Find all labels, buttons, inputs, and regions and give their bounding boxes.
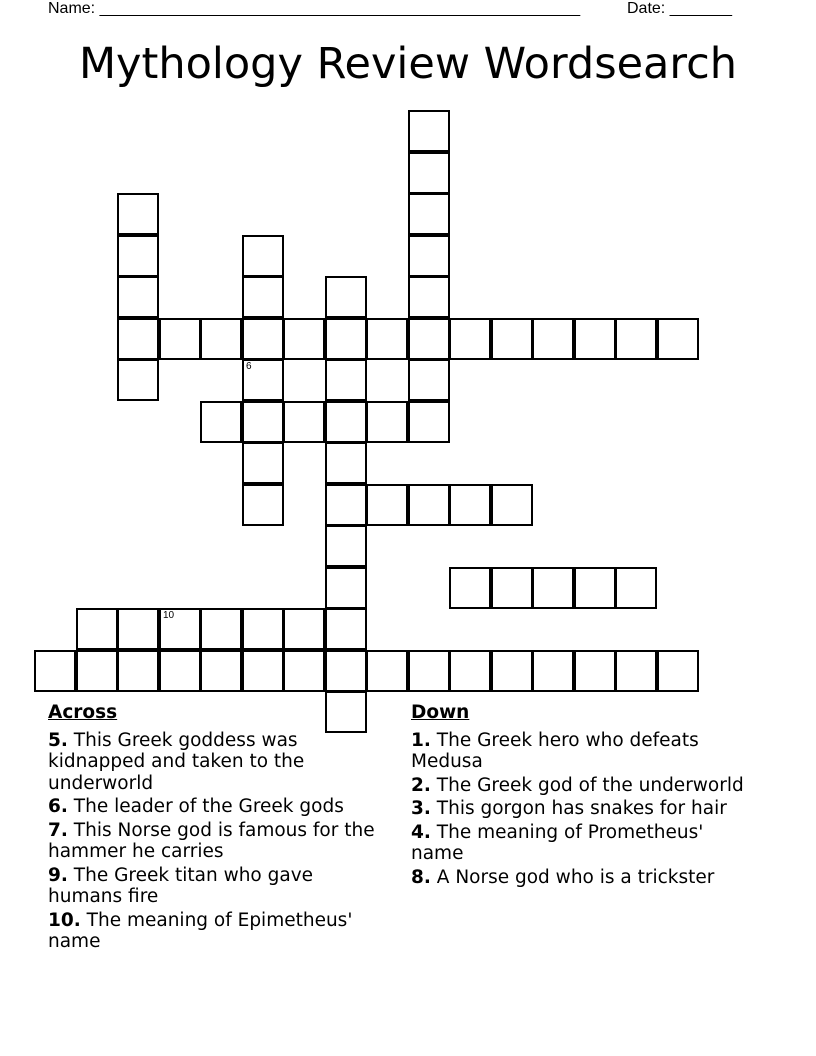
page-title: Mythology Review Wordsearch <box>78 39 738 89</box>
grid-cell[interactable] <box>325 401 367 443</box>
grid-cell[interactable] <box>159 318 201 360</box>
grid-cell[interactable] <box>615 318 657 360</box>
grid-cell[interactable] <box>408 276 450 318</box>
name-line: Name: ______________________________________________________ <box>48 0 581 17</box>
clue-number: 1. <box>411 729 431 751</box>
grid-cell[interactable] <box>200 401 242 443</box>
clue-number: 4. <box>411 821 431 843</box>
grid-cell[interactable] <box>117 650 159 692</box>
grid-cell[interactable] <box>117 359 159 401</box>
grid-cell[interactable] <box>200 318 242 360</box>
down-clue-8 <box>411 867 751 889</box>
grid-cell[interactable] <box>532 567 574 609</box>
grid-cell[interactable] <box>242 359 284 401</box>
down-clue-1 <box>411 730 751 773</box>
grid-cell[interactable] <box>615 567 657 609</box>
grid-cell[interactable] <box>242 318 284 360</box>
grid-cell[interactable] <box>408 193 450 235</box>
grid-cell[interactable] <box>76 650 118 692</box>
clue-number: 9. <box>48 864 68 886</box>
grid-cell[interactable] <box>325 359 367 401</box>
grid-cell[interactable] <box>449 484 491 526</box>
grid-cell[interactable] <box>325 276 367 318</box>
grid-cell[interactable] <box>574 318 616 360</box>
grid-cell[interactable] <box>408 318 450 360</box>
grid-cell[interactable] <box>408 650 450 692</box>
down-clues <box>411 702 751 890</box>
grid-cell[interactable] <box>408 152 450 194</box>
grid-cell[interactable] <box>657 650 699 692</box>
grid-cell[interactable] <box>159 608 201 650</box>
grid-cell[interactable] <box>242 608 284 650</box>
grid-cell[interactable] <box>117 193 159 235</box>
grid-cell[interactable] <box>159 650 201 692</box>
grid-cell[interactable] <box>657 318 699 360</box>
grid-cell[interactable] <box>117 608 159 650</box>
grid-cell[interactable] <box>242 401 284 443</box>
clue-text: This Norse god is famous for the hammer he carries <box>48 819 375 862</box>
grid-cell[interactable] <box>325 608 367 650</box>
grid-cell[interactable] <box>325 318 367 360</box>
grid-cell[interactable] <box>449 318 491 360</box>
grid-cell[interactable] <box>408 484 450 526</box>
clue-number: 2. <box>411 774 431 796</box>
down-clue-3 <box>411 798 751 820</box>
date-line: Date: _______ <box>627 0 732 17</box>
across-clue-6 <box>48 796 388 818</box>
grid-cell[interactable] <box>283 318 325 360</box>
grid-cell[interactable] <box>325 567 367 609</box>
grid-cell[interactable] <box>34 650 76 692</box>
grid-cell[interactable] <box>242 276 284 318</box>
grid-cell[interactable] <box>325 484 367 526</box>
across-clue-7 <box>48 820 388 863</box>
grid-cell[interactable] <box>117 276 159 318</box>
clue-text: The leader of the Greek gods <box>73 796 344 817</box>
clue-text: A Norse god who is a trickster <box>436 866 715 888</box>
down-clue-4 <box>411 822 751 865</box>
grid-cell[interactable] <box>532 318 574 360</box>
clue-number: 6. <box>48 796 68 817</box>
grid-cell[interactable] <box>242 650 284 692</box>
grid-cell[interactable] <box>408 359 450 401</box>
grid-cell[interactable] <box>408 235 450 277</box>
down-heading: Down <box>411 702 470 723</box>
grid-cell[interactable] <box>366 650 408 692</box>
grid-cell[interactable] <box>283 608 325 650</box>
grid-cell[interactable] <box>491 567 533 609</box>
grid-cell[interactable] <box>200 608 242 650</box>
clue-text: The Greek god of the underworld <box>436 774 744 796</box>
grid-cell[interactable] <box>366 318 408 360</box>
clue-number: 10. <box>48 909 81 931</box>
across-heading: Across <box>48 702 118 723</box>
grid-cell[interactable] <box>242 235 284 277</box>
grid-cell[interactable] <box>366 484 408 526</box>
grid-cell[interactable] <box>574 567 616 609</box>
grid-cell[interactable] <box>491 484 533 526</box>
grid-cell[interactable] <box>408 401 450 443</box>
clue-number: 8. <box>411 866 431 888</box>
grid-cell[interactable] <box>574 650 616 692</box>
grid-cell[interactable] <box>242 442 284 484</box>
clue-text: The meaning of Epimetheus' name <box>48 909 353 952</box>
across-clues <box>48 702 388 955</box>
clue-text: The Greek hero who defeats Medusa <box>411 729 699 772</box>
clue-text: This Greek goddess was kidnapped and taken to the underworld <box>48 729 305 794</box>
clue-number: 3. <box>411 798 431 819</box>
grid-cell[interactable] <box>491 318 533 360</box>
across-clue-10 <box>48 910 388 953</box>
grid-cell[interactable] <box>615 650 657 692</box>
grid-cell[interactable] <box>283 401 325 443</box>
grid-cell[interactable] <box>242 484 284 526</box>
clue-text: The meaning of Prometheus' name <box>411 821 704 864</box>
grid-cell[interactable] <box>76 608 118 650</box>
grid-cell[interactable] <box>200 650 242 692</box>
across-clue-5 <box>48 730 388 795</box>
grid-cell[interactable] <box>117 235 159 277</box>
grid-cell[interactable] <box>283 650 325 692</box>
grid-cell[interactable] <box>325 650 367 692</box>
clue-text: This gorgon has snakes for hair <box>436 798 727 819</box>
grid-cell[interactable] <box>408 110 450 152</box>
down-clue-2 <box>411 775 751 797</box>
clue-number: 7. <box>48 819 68 841</box>
clue-text: The Greek titan who gave humans fire <box>48 864 314 907</box>
grid-cell[interactable] <box>325 442 367 484</box>
grid-cell[interactable] <box>449 650 491 692</box>
cell-number: 6 <box>246 361 252 372</box>
grid-cell[interactable] <box>449 567 491 609</box>
grid-cell[interactable] <box>117 318 159 360</box>
cell-number: 10 <box>163 610 175 621</box>
grid-cell[interactable] <box>325 525 367 567</box>
clue-number: 5. <box>48 729 68 751</box>
grid-cell[interactable] <box>366 401 408 443</box>
grid-cell[interactable] <box>491 650 533 692</box>
across-clue-9 <box>48 865 388 908</box>
grid-cell[interactable] <box>532 650 574 692</box>
